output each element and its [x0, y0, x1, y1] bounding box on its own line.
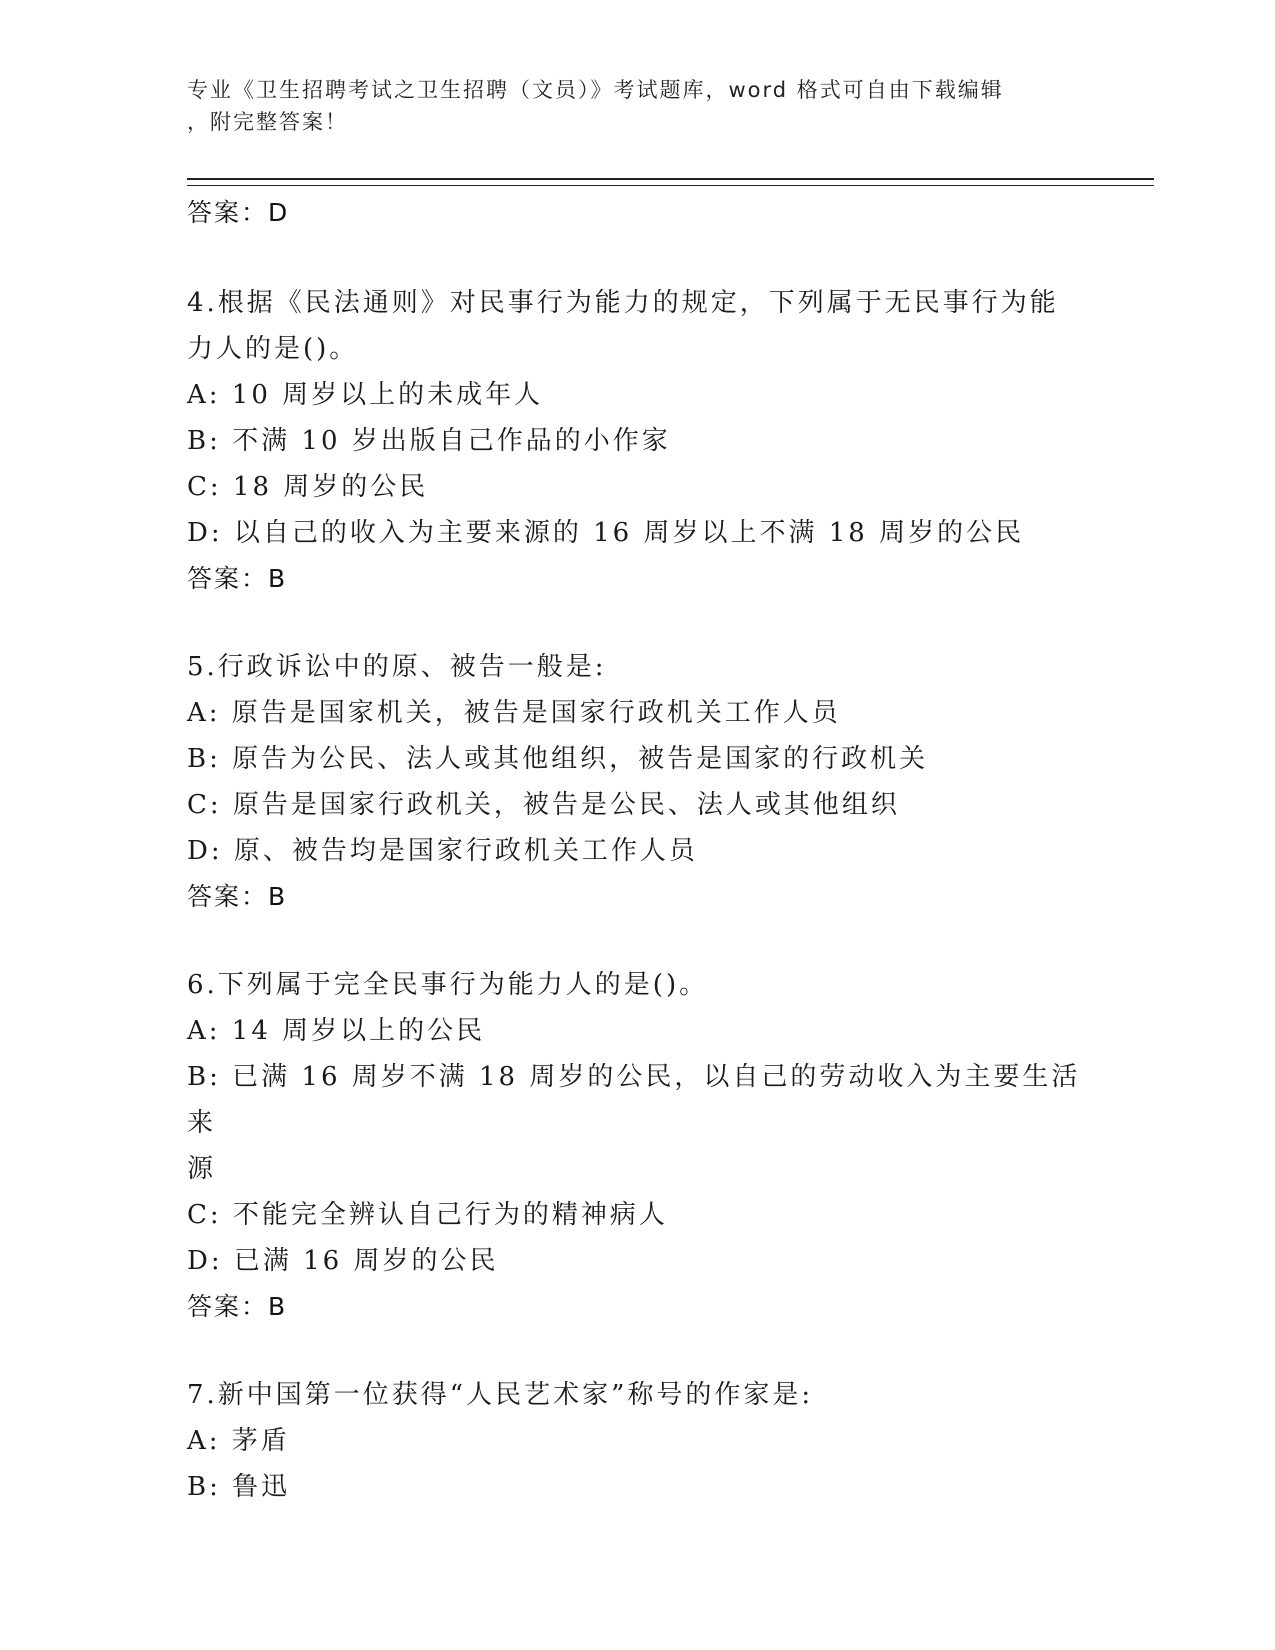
option-a: A: 茅盾: [187, 1426, 290, 1456]
header-line-1: 专业《卫生招聘考试之卫生招聘（文员）》考试题库，word 格式可自由下载编辑: [187, 78, 1004, 102]
option-c: C: 原告是国家行政机关，被告是公民、法人或其他组织: [187, 790, 900, 820]
header-line-2: ，附完整答案！: [187, 110, 348, 134]
question-stem: 4.根据《民法通则》对民事行为能力的规定，下列属于无民事行为能: [187, 288, 1059, 318]
spacer: [187, 236, 1087, 280]
question-4: [187, 280, 1087, 602]
spacer: [187, 602, 1087, 644]
question-stem: 5.行政诉讼中的原、被告一般是:: [187, 652, 607, 682]
option-b: B: 原告为公民、法人或其他组织，被告是国家的行政机关: [187, 744, 929, 774]
option-d: D: 原、被告均是国家行政机关工作人员: [187, 836, 698, 866]
question-stem: 7.新中国第一位获得“人民艺术家”称号的作家是:: [187, 1380, 814, 1410]
option-b-continued: 源: [187, 1154, 217, 1184]
answer-label: 答案：: [187, 564, 269, 593]
option-b: B: 鲁迅: [187, 1472, 291, 1502]
option-a: A: 14 周岁以上的公民: [187, 1016, 486, 1046]
answer-value: B: [268, 1292, 288, 1321]
answer-line: [187, 874, 1087, 920]
option-b: B: 不满 10 岁出版自己作品的小作家: [187, 426, 671, 456]
option-a: A: 原告是国家机关，被告是国家行政机关工作人员: [187, 698, 841, 728]
answer-line: [187, 556, 1087, 602]
answer-value: D: [268, 198, 290, 227]
answer-label: 答案：: [187, 882, 269, 911]
option-c: C: 不能完全辨认自己行为的精神病人: [187, 1200, 668, 1230]
spacer: [187, 1330, 1087, 1372]
option-b: B: 已满 16 周岁不满 18 周岁的公民，以自己的劳动收入为主要生活来: [187, 1062, 1081, 1138]
answer-value: B: [268, 564, 288, 593]
header-divider: [187, 178, 1154, 186]
option-d: D: 已满 16 周岁的公民: [187, 1246, 499, 1276]
question-6: [187, 962, 1087, 1330]
option-a: A: 10 周岁以上的未成年人: [187, 380, 544, 410]
spacer: [187, 920, 1087, 962]
question-5: [187, 644, 1087, 920]
question-list: [187, 190, 1087, 1510]
answer-value: B: [268, 882, 288, 911]
answer-line: [187, 190, 1087, 236]
option-d: D: 以自己的收入为主要来源的 16 周岁以上不满 18 周岁的公民: [187, 518, 1025, 548]
document-header: [187, 74, 1087, 138]
question-7: [187, 1372, 1087, 1510]
question-stem-continued: 力人的是()。: [187, 334, 359, 364]
answer-label: 答案：: [187, 198, 269, 227]
option-c: C: 18 周岁的公民: [187, 472, 429, 502]
answer-line: [187, 1284, 1087, 1330]
question-stem: 6.下列属于完全民事行为能力人的是()。: [187, 970, 709, 1000]
answer-label: 答案：: [187, 1292, 269, 1321]
